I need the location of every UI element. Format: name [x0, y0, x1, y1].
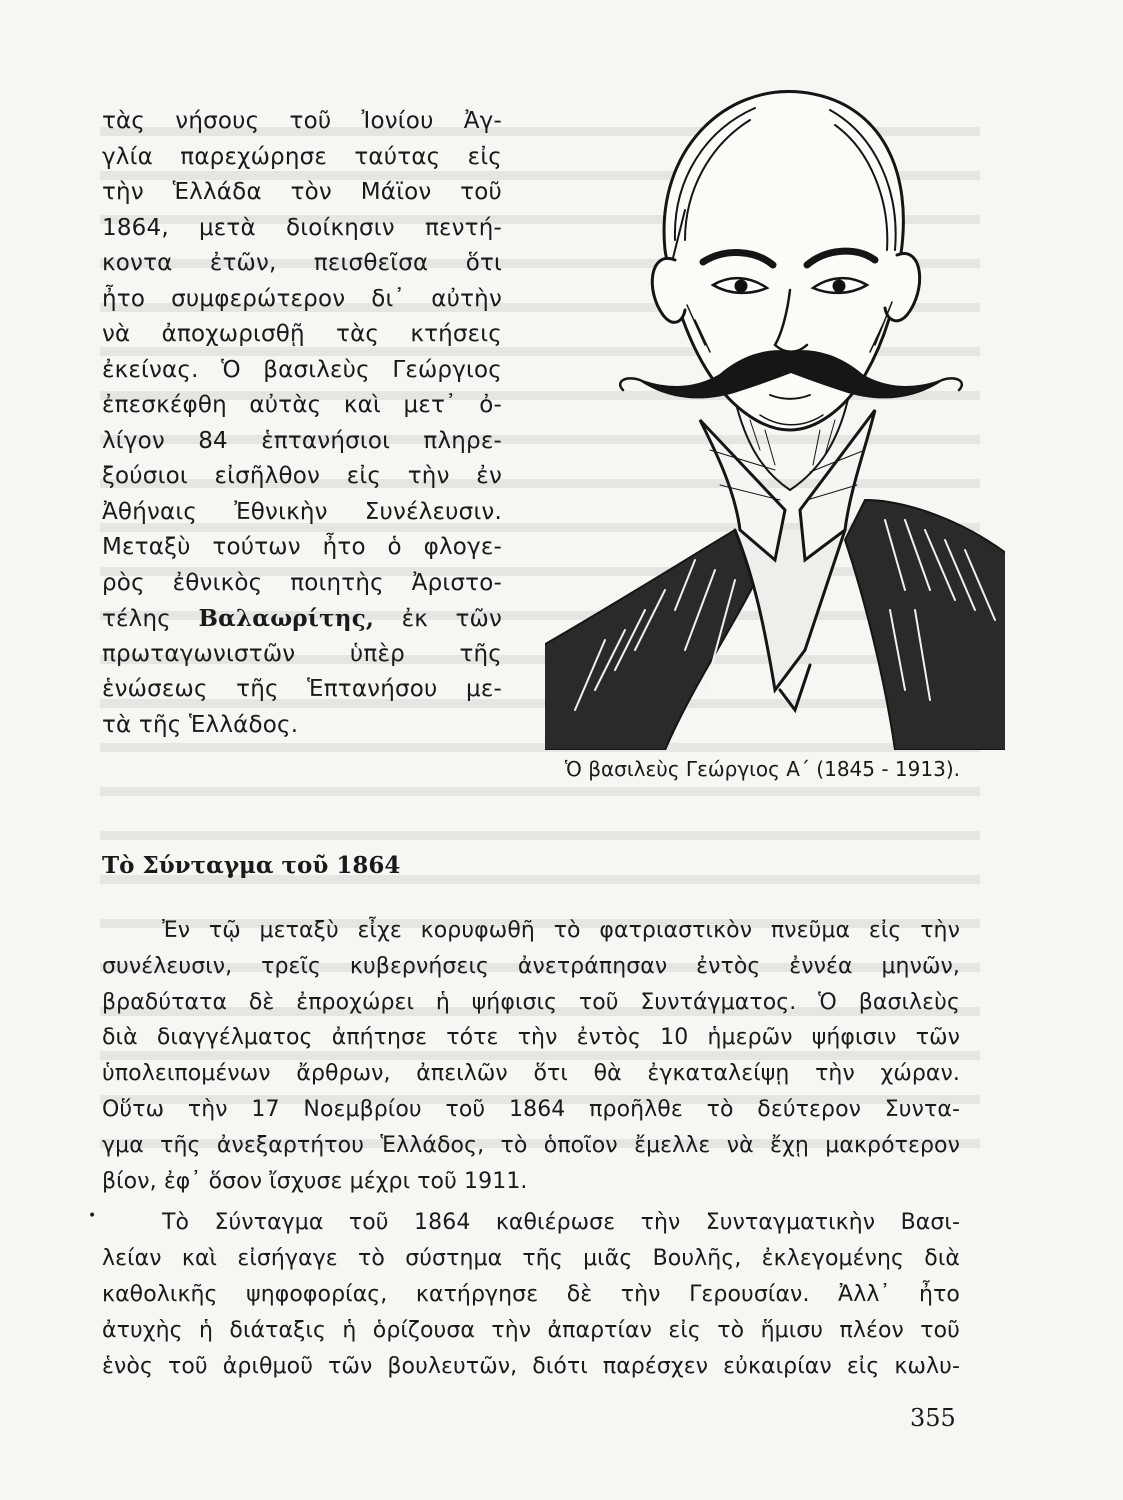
text-line-with-name: [102, 601, 502, 637]
text-line: συνέλευσιν, τρεῖς κυβερνήσεις ἀνετράπησαν ἐντὸς ἐννέα μηνῶν,: [102, 953, 960, 979]
text-line: ἐπεσκέφθη αὐτὰς καὶ μετ᾽ ὀ-: [102, 392, 502, 418]
text-line: Οὕτω τὴν 17 Νοεμβρίου τοῦ 1864 προῆλθε τὸ δεύτερον Συντα-: [102, 1096, 960, 1122]
text-line: λείαν καὶ εἰσήγαγε τὸ σύστημα τῆς μιᾶς Βουλῆς, ἐκλεγομένης διὰ: [102, 1246, 960, 1272]
text-line: τὰς νήσους τοῦ Ἰονίου Ἀγ-: [102, 108, 502, 134]
text-line: τὰ τῆς Ἑλλάδος.: [102, 711, 299, 738]
text-line: βραδύτατα δὲ ἐπροχώρει ἡ ψήφισις τοῦ Συντάγματος. Ὁ βασιλεὺς: [102, 989, 960, 1015]
text-line: διὰ διαγγέλματος ἀπήτησε τότε τὴν ἐντὸς 10 ἡμερῶν ψήφισιν τῶν: [102, 1025, 960, 1051]
text-line: 1864, μετὰ διοίκησιν πεντή-: [102, 214, 502, 241]
text-fragment: ἐκ τῶν: [401, 606, 503, 632]
text-line: καθολικῆς ψηφοφορίας, κατήργησε δὲ τὴν Γερουσίαν. Ἀλλ᾽ ἦτο: [102, 1281, 960, 1307]
text-line: πρωταγωνιστῶν ὑπὲρ τῆς: [102, 640, 502, 667]
text-line: ρὸς ἐθνικὸς ποιητὴς Ἀριστο-: [102, 569, 502, 596]
text-line: ἀτυχὴς ἡ διάταξις ἡ ὁρίζουσα τὴν ἀπαρτίαν εἰς τὸ ἥμισυ πλέον τοῦ: [102, 1317, 960, 1343]
text-fragment: τέλης: [102, 606, 171, 632]
text-line: ἐκείνας. Ὁ βασιλεὺς Γεώργιος: [102, 356, 502, 383]
text-line: γμα τῆς ἀνεξαρτήτου Ἑλλάδος, τὸ ὁποῖον ἔμελλε νὰ ἔχῃ μακρότερον: [102, 1132, 960, 1158]
text-line: κοντα ἐτῶν, πεισθεῖσα ὅτι: [102, 250, 502, 276]
text-line: τὴν Ἑλλάδα τὸν Μάϊον τοῦ: [102, 179, 502, 205]
text-line: Ἀθήναις Ἐθνικὴν Συνέλευσιν.: [102, 498, 502, 525]
text-line: νὰ ἀποχωρισθῇ τὰς κτήσεις: [102, 321, 502, 347]
body-text: [102, 913, 960, 1384]
text-line: γλία παρεχώρησε ταύτας εἰς: [102, 143, 502, 170]
text-line: Ἐν τῷ μεταξὺ εἶχε κορυφωθῆ τὸ φατριαστικὸν πνεῦμα εἰς τὴν: [162, 918, 960, 943]
text-line: Μεταξὺ τούτων ἦτο ὁ φλογε-: [102, 534, 502, 560]
stray-bullet-mark: •: [88, 1208, 97, 1224]
text-line: ξούσιοι εἰσῆλθον εἰς τὴν ἐν: [102, 463, 502, 489]
text-line: Τὸ Σύνταγμα τοῦ 1864 καθιέρωσε τὴν Συνταγματικὴν Βασι-: [162, 1210, 960, 1236]
text-line: βίον, ἐφ᾽ ὅσον ἴσχυσε μέχρι τοῦ 1911.: [102, 1168, 528, 1194]
text-line: ἦτο συμφερώτερον δι᾽ αὐτὴν: [102, 285, 502, 312]
text-line: ὑπολειπομένων ἄρθρων, ἀπειλῶν ὅτι θὰ ἐγκαταλείψῃ τὴν χώραν.: [102, 1061, 960, 1087]
text-line: ἑνὸς τοῦ ἀριθμοῦ τῶν βουλευτῶν, διότι παρέσχεν εὐκαιρίαν εἰς κωλυ-: [102, 1353, 960, 1379]
portrait-engraving-icon: [545, 90, 1005, 750]
page-number: 355: [910, 1404, 956, 1432]
text-line: ἑνώσεως τῆς Ἑπτανήσου με-: [102, 676, 502, 702]
poet-name-bold: Βαλαωρίτης,: [198, 605, 375, 632]
portrait-caption: Ὁ βασιλεὺς Γεώργιος Α΄ (1845 - 1913).: [564, 757, 960, 781]
left-column-text: [102, 104, 502, 743]
text-line: λίγον 84 ἑπτανήσιοι πληρε-: [102, 427, 502, 454]
section-heading: Τὸ Σύνταγμα τοῦ 1864: [102, 852, 401, 879]
